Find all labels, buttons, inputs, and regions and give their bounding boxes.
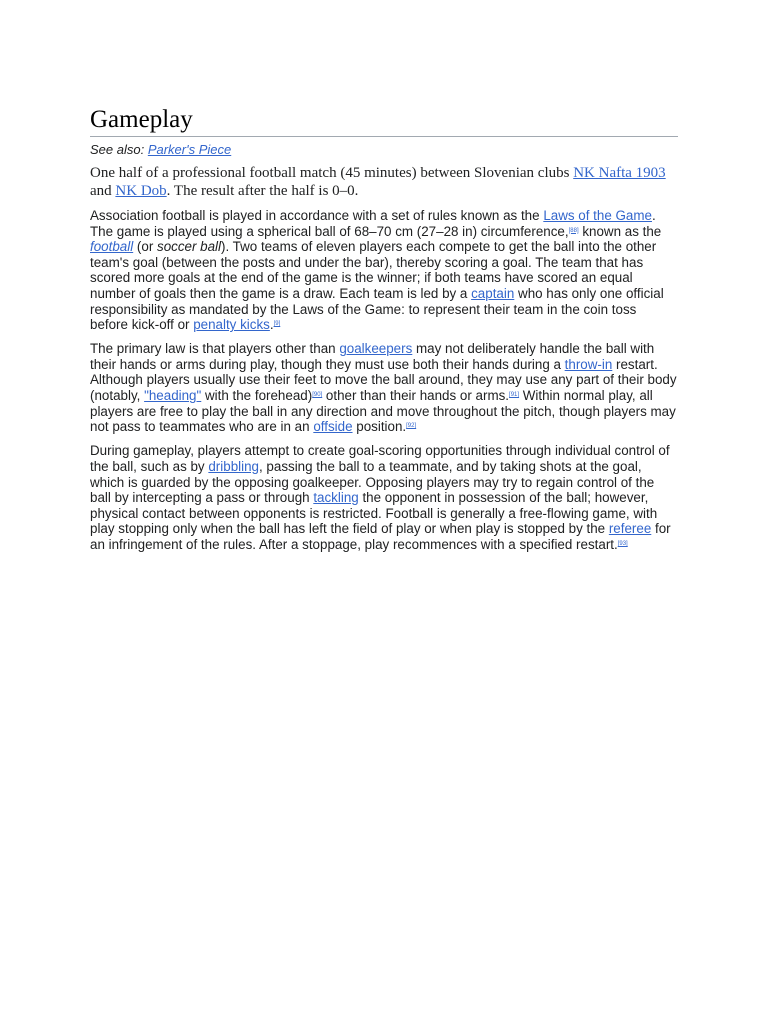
reference-90[interactable] — [312, 392, 322, 398]
reference-link[interactable]: [90] — [312, 392, 323, 399]
reference-9[interactable] — [274, 321, 281, 327]
referee-link[interactable]: referee — [608, 521, 652, 537]
image-caption — [90, 165, 678, 200]
paragraph-text: . — [269, 317, 274, 333]
heading-link[interactable]: "heading" — [144, 388, 202, 404]
paragraph-3 — [90, 443, 678, 552]
paragraph-text: ). Two teams of eleven players each compete to get the ball into the other team's goal (between the posts and under the bar), thereby scoring a goal. The team that has scored more goals at the end of the game is the winner; if both teams have scored an equal number of goals then the game is a draw. Each team is led by a — [90, 239, 657, 301]
see-also-hatnote — [90, 141, 678, 159]
reference-link[interactable]: [88] — [568, 227, 579, 234]
soccer-ball-term: soccer ball — [157, 239, 222, 255]
reference-link[interactable]: [9] — [273, 321, 281, 328]
paragraph-text: other than their hands or arms. — [322, 388, 510, 404]
paragraph-text: (or — [133, 239, 157, 255]
caption-text: One half of a professional football match (45 minutes) between Slovenian clubs — [90, 165, 574, 181]
paragraph-text: may not deliberately handle the ball with their hands or arms during play, though they must use both their hands during a — [90, 341, 655, 372]
paragraph-text: , passing the ball to a teammate, and by taking shots at the goal, which is guarded by the opposing goalkeeper. Opposing players may try to regain control of the ball by intercepting a pass or through — [90, 458, 655, 506]
laws-of-the-game-link[interactable]: Laws of the Game — [543, 208, 652, 223]
paragraph-1 — [90, 208, 678, 333]
reference-91[interactable] — [509, 392, 519, 398]
nk-nafta-link[interactable]: NK Nafta 1903 — [573, 165, 666, 181]
paragraph-text: The primary law is that players other than — [90, 341, 340, 357]
nk-dob-link[interactable]: NK Dob — [115, 182, 167, 199]
paragraph-text: who has only one official responsibility as mandated by the Laws of the Game: to represent their team in the coin toss before kick-off or — [90, 285, 664, 333]
paragraph-text: Association football is played in accordance with a set of rules known as the — [90, 208, 544, 223]
reference-92[interactable] — [406, 423, 416, 429]
paragraph-text: restart. Although players usually use their feet to move the ball around, they may use any part of their body (notably, — [90, 356, 677, 404]
paragraph-text: known as the — [578, 223, 662, 239]
see-also-link[interactable]: Parker's Piece — [147, 142, 232, 157]
paragraph-text: the opponent in possession of the ball; however, physical contact between opponents is restricted. Football is generally a free-flowing game, with play stopping only when the ball has left the field of play or when play is stopped by the — [90, 490, 658, 537]
caption-text: . The result after the half is 0–0. — [166, 182, 359, 199]
paragraph-2 — [90, 341, 678, 435]
paragraph-text: with the forehead) — [201, 388, 313, 404]
reference-link[interactable]: [92] — [406, 423, 417, 430]
goalkeepers-link[interactable]: goalkeepers — [339, 341, 413, 357]
paragraph-text: for an infringement of the rules. After a stoppage, play recommences with a specified restart. — [90, 521, 671, 552]
offside-link[interactable]: offside — [313, 419, 353, 435]
tackling-link[interactable]: tackling — [313, 490, 359, 506]
caption-text: and — [90, 182, 116, 199]
throw-in-link[interactable]: throw-in — [564, 356, 613, 372]
paragraph-text: position. — [352, 419, 407, 435]
paragraph-text: . The game is played using a spherical ball of 68–70 cm (27–28 in) circumference, — [90, 208, 656, 239]
football-link[interactable]: football — [90, 239, 134, 255]
article-section — [90, 105, 678, 561]
captain-link[interactable]: captain — [471, 285, 515, 301]
reference-link[interactable]: [91] — [509, 392, 520, 399]
reference-93[interactable] — [618, 541, 628, 547]
penalty-kicks-link[interactable]: penalty kicks — [193, 317, 270, 333]
paragraph-text: Within normal play, all players are free to play the ball in any direction and move throughout the pitch, though players may not pass to teammates who are in an — [90, 388, 676, 435]
reference-link[interactable]: [93] — [617, 540, 628, 547]
paragraph-text: During gameplay, players attempt to create goal-scoring opportunities through individual control of the ball, such as by — [90, 443, 670, 474]
reference-88[interactable] — [569, 228, 579, 234]
see-also-label: See also: — [90, 142, 145, 157]
section-heading: Gameplay — [90, 105, 678, 137]
dribbling-link[interactable]: dribbling — [208, 458, 259, 474]
